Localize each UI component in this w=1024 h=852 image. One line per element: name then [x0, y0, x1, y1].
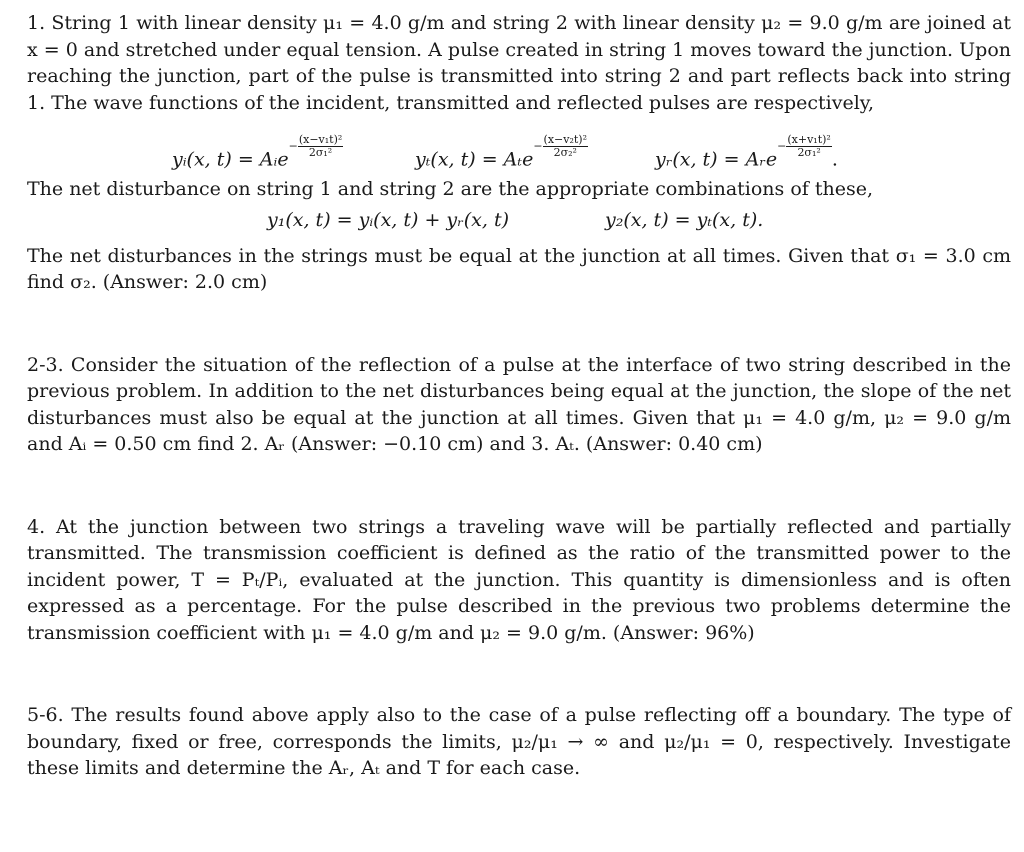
- net-disturbance-string-1: y₁(x, t) = yᵢ(x, t) + yᵣ(x, t): [267, 208, 509, 231]
- document-page: [27, 10, 1011, 782]
- wave-function-equations: [27, 116, 1011, 176]
- net-disturbance-equations: [27, 203, 1011, 243]
- reflected-wave-equation: yᵣ(x, t) = Aᵣe− $\frac{\text{(x+v₁t)²}}{\text{2σ₁²}}$ .: [655, 133, 838, 171]
- problem-5-6: 5-6. The results found above apply also to the case of a pulse reflecting off a boundary. The type of boundary, fixed or free, corresponds the limits, μ₂/μ₁ → ∞ and μ₂/μ₁ = 0, respectively. Investigate these limits and determine the Aᵣ, Aₜ and T for each case.: [27, 704, 1011, 779]
- net-disturbance-string-2: y₂(x, t) = yₜ(x, t).: [605, 208, 764, 231]
- problem-1-question: The net disturbances in the strings must be equal at the junction at all times. Given that σ₁ = 3.0 cm find σ₂. (Answer: 2.0 cm): [27, 244, 1011, 293]
- incident-wave-equation: yᵢ(x, t) = Aᵢe− $\frac{\text{(x−v₁t)²}}{\text{2σ₁²}}$: [172, 133, 343, 171]
- problem-2-3: 2-3. Consider the situation of the reflection of a pulse at the interface of two string described in the previous problem. In addition to the net disturbances being equal at the junction, the slope of the net disturbances must also be equal at the junction at all times. Given that μ₁ = 4.0 g/m, μ₂ = 9.0 g/m and Aᵢ = 0.50 cm find 2. Aᵣ (Answer: −0.10 cm) and 3. Aₜ. (Answer: 0.40 cm): [27, 353, 1011, 455]
- problem-4: 4. At the junction between two strings a traveling wave will be partially reflected and partially transmitted. The transmission coefficient is defined as the ratio of the transmitted power to the incident power, T = Pₜ/Pᵢ, evaluated at the junction. This quantity is dimensionless and is often expressed as a percentage. For the pulse described in the previous two problems determine the transmission coefficient with μ₁ = 4.0 g/m and μ₂ = 9.0 g/m. (Answer: 96%): [27, 515, 1011, 644]
- problem-1-net-disturbance-text: The net disturbance on string 1 and string 2 are the appropriate combinations of these,: [27, 178, 873, 200]
- transmitted-wave-equation: yₜ(x, t) = Aₜe− $\frac{\text{(x−v₂t)²}}{\text{2σ₂²}}$: [415, 133, 588, 171]
- problem-1-intro: 1. String 1 with linear density μ₁ = 4.0 g/m and string 2 with linear density μ₂ = 9.0 g/m are joined at x = 0 and stretched under equal tension. A pulse created in string 1 moves toward the junction. Upon reaching the junction, part of the pulse is transmitted into string 2 and part reflects back into string 1. The wave functions of the incident, transmitted and reflected pulses are respectively,: [27, 12, 1011, 114]
